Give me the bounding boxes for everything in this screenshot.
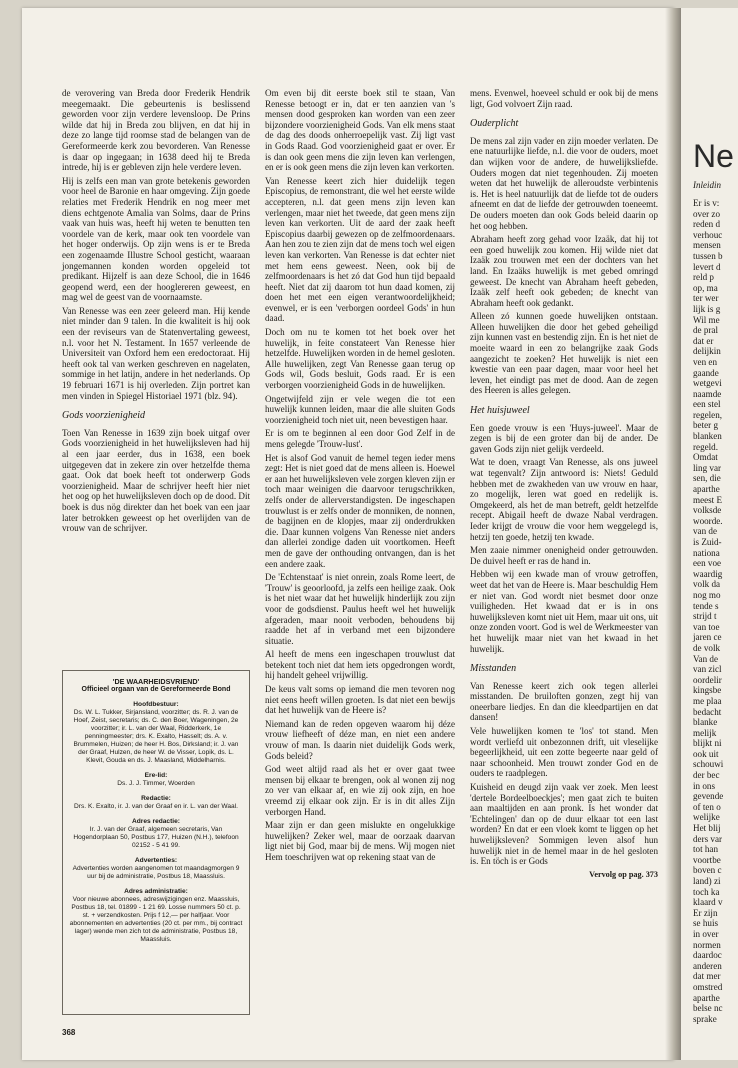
- cropped-line: van zicl: [693, 664, 722, 675]
- cropped-line: woorde.: [693, 515, 723, 526]
- paragraph: Hebben wij een kwade man of vrouw getroffen, weet dat het van de Heere is. Maar beschuldig Hem er niet van. God wordt niet besmet door onze vuiligheden. Het kwaad dat er is in ons huwelijksleven komt niet uit Hem, maar uit ons, uit onze zonden voort. God is wel de Werkmeester van het huwelijk maar niet van het kwaad in het huwelijk.: [470, 569, 658, 654]
- cropped-line: delijkin: [693, 346, 721, 357]
- colophon-text: Voor nieuwe abonnees, adreswijzigingen enz. Maassluis, Postbus 18, tel. 01899 - 1 21 69. Losse nummers 50 ct. p. st. + verzendkosten. Prijs f 12,— per halfjaar. Voor abonnementen en advertenties (20 ct. per mm., bij contract lager) wende men zich tot de administratie, Postbus 18, Maassluis.: [69, 896, 243, 943]
- cropped-line: daardoc: [693, 950, 722, 961]
- section-heading: Ouderplicht: [470, 118, 519, 130]
- paragraph: Maar zijn er dan geen mislukte en ongelukkige huwelijken? Zeker wel, maar de oorzaak daarvan ligt niet bij God, maar bij de mens. Wij mogen niet Hem toeschrijven wat op rekening staat van de: [265, 820, 455, 862]
- cropped-line: in ons: [693, 780, 715, 791]
- cropped-line: aparthe: [693, 484, 720, 495]
- cropped-line: verhouc: [693, 229, 723, 240]
- column-1: [62, 88, 250, 537]
- cropped-line: Van de: [693, 653, 718, 664]
- cropped-line: tende s: [693, 600, 719, 611]
- colophon-box: [62, 670, 250, 1015]
- cropped-line: mensen: [693, 240, 721, 251]
- cropped-line: reld p: [693, 272, 714, 283]
- paragraph: Om even bij dit eerste boek stil te staan, Van Renesse betoogt er in, dat er ten aanzien van 's mensen dood gesproken kan worden van een zeer bijzondere voorzienigheid Gods. Van elk mens staat de dag des doods onherroepelijk vast. Zij ligt vast in Gods Raad. God voorzienigheid gaat er over. Er is dan ook geen mens die zijn leven kan verlengen, en er is ook geen mens die zijn leven kan verkorten.: [265, 88, 455, 173]
- cropped-line: levert d: [693, 261, 721, 272]
- paragraph: Een goede vrouw is een 'Huys-juweel'. Maar de zegen is bij de een groter dan bij de ander. De gaven Gods zijn niet gelijk verdeeld.: [470, 422, 658, 454]
- column-2: [265, 88, 455, 866]
- cropped-line: toch ka: [693, 886, 720, 897]
- paragraph: Niemand kan de reden opgeven waarom hij déze vrouw liefheeft of déze man, en niet een andere vrouw of man. Is daarin niet duidelijk Gods werk, Gods beleid?: [265, 718, 455, 761]
- cropped-line: welijke: [693, 812, 720, 823]
- paragraph: mens. Evenwel, hoeveel schuld er ook bij de mens ligt, God volvoert Zijn raad.: [470, 88, 658, 109]
- paragraph: Van Renesse keert zich ook tegen allerlei misstanden. De bruiloften gonzen, zegt hij van oneerbare liedjes. En dan die kleedpartijen en dat dansen!: [470, 680, 658, 723]
- paragraph: Hij is zelfs een man van grote betekenis geworden voor heel de Baronie en haar omgeving. Zijn goede relaties met Frederik Hendrik en nog meer met diens echtgenote Amalia van Solms, daar de Prins vaak van huis was, heeft hij weten te benutten ten voordele van de kerk, maar ook ten voordele van het hoger onderwijs. Op zijn wens is er te Breda een zogenaamde Illustre School gesticht, waaraan jongemannen konden worden opgeleid tot predikant. Hijzelf is aan deze School, die in 1646 geopend werd, een der hooglereren geweest, en mag wel de geest van de voornaamste.: [62, 175, 250, 303]
- cropped-line: blanken: [693, 431, 722, 442]
- cropped-line: oordelir: [693, 674, 722, 685]
- cropped-line: normen: [693, 939, 721, 950]
- cropped-line: dat mer: [693, 971, 721, 982]
- section-heading: Gods voorzienigheid: [62, 410, 146, 422]
- cropped-line: volk da: [693, 579, 721, 590]
- colophon-text: Advertenties worden aangenomen tot maandagmorgen 9 uur bij de administratie, Postbus 18, Maassluis.: [72, 865, 240, 880]
- colophon-heading: Redactie:: [141, 795, 171, 802]
- paragraph: Abraham heeft zorg gehad voor Izaäk, dat hij tot een goed huwelijk zou komen. Hij wilde niet dat Izaäk zou trouwen met een der dochters van het land. En Izaäks huwelijk is met gebed omringd geweest. De knecht van Abraham heeft gebeden, Izaäk zelf heeft ook gebeden; de knecht van Abraham heeft ook gedankt.: [470, 234, 658, 308]
- cropped-line: Wil me: [693, 314, 720, 325]
- colophon-heading: Advertenties:: [134, 857, 178, 864]
- continued-note: Vervolg op pag. 373: [589, 869, 658, 879]
- cropped-line: gaande: [693, 367, 719, 378]
- right-page-column: [693, 198, 738, 1024]
- cropped-line: sen, die: [693, 473, 721, 484]
- cropped-line: dat er: [693, 335, 714, 346]
- cropped-line: de volk: [693, 642, 721, 653]
- cropped-line: der bec: [693, 770, 720, 781]
- paragraph: Er is om te beginnen al een door God Zelf in de mens gelegde 'Trouw-lust'.: [265, 428, 455, 449]
- cropped-line: anderen: [693, 960, 722, 971]
- cropped-line: over zo: [693, 208, 721, 219]
- paragraph: Van Renesse keert zich hier duidelijk tegen Episcopius, de remonstrant, die wel het eerste wilde accepteren, n.l. dat geen mens zijn leven kan verlengen, maar niet het tweede, dat geen mens zijn leven kan verkorten. Uit de aard der zaak heeft Episcopius daarbij gewezen op de zelfmoordenaars. Aan hen zou te zien zijn dat de mens toch wel eigen leven kan verkorten. Van Renesse is dat echter niet met hem eens geweest. Neen, ook bij de zelfmoordenaars is het zó dat God hun tijd bepaald heeft. Niet dat zij daarom tot hun daad komen, zij doen het met een eigen verantwoordelijkheid; evenwel, er is een 'verborgen oordeel Gods' in hun daad.: [265, 175, 455, 324]
- paragraph: De keus valt soms op iemand die men tevoren nog niet eens heeft willen groeten. Is dat niet een bewijs dat het huwelijk van de Heere is?: [265, 684, 455, 716]
- cropped-line: omstred: [693, 981, 723, 992]
- cropped-line: meest E: [693, 494, 723, 505]
- cropped-line: de pral: [693, 325, 718, 336]
- paragraph: Vele huwelijken komen te 'los' tot stand. Men wordt verliefd uit onbezonnen drift, uit vleselijke begeerlijkheid, uit een zotte begeerte naar geld of naar schoonheid. Men trouwt zonder God en de ouders te raadplegen.: [470, 726, 658, 779]
- colophon-heading: Hoofdbestuur:: [133, 701, 179, 708]
- cropped-line: van toe: [693, 621, 720, 632]
- cropped-line: me plaa: [693, 695, 722, 706]
- cropped-line: boven c: [693, 865, 722, 876]
- cropped-line: reden d: [693, 219, 721, 230]
- cropped-line: blijkt ni: [693, 738, 722, 749]
- cropped-line: jaren ce: [693, 632, 722, 643]
- page-gutter: [665, 8, 681, 1060]
- cropped-line: ling var: [693, 462, 722, 473]
- cropped-line: regelen,: [693, 409, 723, 420]
- paragraph: Ongetwijfeld zijn er vele wegen die tot een huwelijk kunnen leiden, maar die alle sluiten Gods voorzienigheid toch niet uit, neen bevestigen haar.: [265, 393, 455, 425]
- colophon-text: Drs. K. Exalto, ir. J. van der Graaf en ir. L. van der Waal.: [74, 803, 238, 810]
- cropped-line: in over: [693, 928, 719, 939]
- page-number: 368: [62, 1028, 76, 1037]
- cropped-line: aparthe: [693, 992, 720, 1003]
- colophon-title: 'DE WAARHEIDSVRIEND': [112, 677, 200, 686]
- cropped-line: regeld.: [693, 441, 718, 452]
- cropped-line: klaard v: [693, 897, 723, 908]
- cropped-line: Er is v:: [693, 198, 720, 208]
- cropped-line: tussen b: [693, 250, 723, 261]
- cropped-line: beter g: [693, 420, 718, 431]
- cropped-line: wetgevi: [693, 378, 722, 389]
- cropped-line: nationa: [693, 547, 720, 558]
- cropped-line: ven en: [693, 356, 717, 367]
- cropped-line: is Zuid-: [693, 537, 722, 547]
- colophon-subtitle: Officieel orgaan van de Gereformeerde Bond: [81, 686, 231, 693]
- cropped-line: ders var: [693, 833, 723, 844]
- paragraph: Alleen zó kunnen goede huwelijken ontstaan. Alleen huwelijken die door het gebed geheiligd zijn kunnen vast en bestendig zijn. En is het niet de moeite waard in een zo belangrijke zaak Gods aangezicht te zoeken? Het huwelijk is niet een kwestie van een paar dagen, maar voor heel het leven, het eindigt pas met de dood. Aan de zegen des Heeren is alles gelegen.: [470, 311, 658, 396]
- cropped-line: een voe: [693, 558, 722, 569]
- cropped-line: lijk is g: [693, 303, 721, 314]
- cropped-line: op, ma: [693, 282, 718, 293]
- section-heading: Misstanden: [470, 663, 517, 675]
- cropped-line: blanke: [693, 717, 718, 728]
- cropped-line: waardig: [693, 568, 723, 579]
- section-heading: Het huisjuweel: [470, 405, 530, 417]
- paragraph: Wat te doen, vraagt Van Renesse, als ons juweel wat tegenvalt? Zijn antwoord is: Niets! Geduld hebben met de zwakheden van uw vrouw en haar, zo mogelijk, leren wat goed en redelijk is. Omgekeerd, als het de man betreft, geldt hetzelfde recept. Abigail heeft de dwaze Nabal verdragen. Ieder krijgt de vrouw die voor hem weggelegd is, hetzij ten goede, hetzij ten kwade.: [470, 457, 658, 542]
- cropped-line: kingsbe: [693, 685, 722, 696]
- paragraph: God weet altijd raad als het er over gaat twee mensen bij elkaar te brengen, ook al wonen zij nog zo ver van elkaar af, en wie zij ook zijn, en hoe vreemd zij elkaar ook zijn. Er is in dit alles Zijn verborgen Hand.: [265, 764, 455, 817]
- cropped-line: melijk: [693, 727, 717, 738]
- cropped-line: naamde: [693, 388, 722, 399]
- cropped-line: schouwi: [693, 759, 724, 770]
- right-page: [681, 8, 738, 1060]
- paragraph: De mens zal zijn vader en zijn moeder verlaten. De ene natuurlijke liefde, n.l. die voor de ouders, moet dan wijken voor de andere, de huwelijksliefde. Ouders mogen dat niet tegenhouden. Zij moeten weten dat het huwelijk de alleroudste verbintenis is. Het is heel natuurlijk dat de liefde tot de ouders afneemt en dat de liefde der getrouwden toeneemt. De ouders moeten dan ook Gods beleid daarin op het oog hebben.: [470, 135, 658, 231]
- paragraph: Toen Van Renesse in 1639 zijn boek uitgaf over Gods voorzienigheid in het huwelijksleven had hij al een jaar eerder, dus in 1638, een boek uitgegeven dat in zekere zin over hetzelfde thema gaat. Ook dat boek heeft tot onderwerp Gods voorzienigheid. Maar de schrijver heeft hier niet het oog op het huwelijksleven doch op de dood. Dit boek is dus nög direkter dan het boek van een jaar later betrokken geweest op het overlijden van de vrouw van de schrijver.: [62, 427, 250, 534]
- paragraph: Men zaaie nimmer onenigheid onder getrouwden. De duivel heeft er ras de hand in.: [470, 545, 658, 566]
- paragraph: Al heeft de mens een ingeschapen trouwlust dat betekent toch niet dat hem iets opgedrongen wordt, hij handelt geheel vrijwillig.: [265, 649, 455, 681]
- colophon-text: Ir. J. van der Graaf, algemeen secretaris, Van Hogendorplaan 50, Postbus 177, Huizen (N.H.), telefoon 02152 - 5 41 99.: [73, 826, 239, 849]
- cropped-line: Er zijn: [693, 907, 718, 918]
- cropped-line: Het blij: [693, 823, 721, 834]
- cropped-line: gevende: [693, 791, 724, 802]
- cropped-line: nog mo: [693, 589, 721, 600]
- cropped-line: bedacht: [693, 706, 722, 717]
- colophon-heading: Ere-lid:: [144, 772, 168, 779]
- cropped-line: van de: [693, 526, 717, 537]
- paragraph: Kuisheid en deugd zijn vaak ver zoek. Men leest 'dertele Bordeelboeckjes'; men gaat zich te buiten aan maaltijden en aan pronk. Is het wonder dat 'Echtelingen' dan op de duur elkaar tot een last worden? En dat er een vloek komt te liggen op het huwelijksleven? Sommigen leven alsof hun huwelijk niet in de hemel maar in de hel gesloten is. En töch is er Gods: [470, 782, 658, 867]
- paragraph: de verovering van Breda door Frederik Hendrik meegemaakt. Die gebeurtenis is beslissend geworden voor zijn verdere levensloop. De Prins wilde dat hij in Breda zou blijven, en dat hij in deze zo lange tijd roomse stad de belangen van de Gereformeerde kerk zou bevorderen. Van Renesse is daar op ingegaan; in 1638 deed hij te Breda intrede, hij is er gebleven zijn hele verdere leven.: [62, 88, 250, 173]
- paragraph: Doch om nu te komen tot het boek over het huwelijk, in feite constateert Van Renesse hier hetzelfde. Huwelijken worden in de hemel gesloten. Alle huwelijken, zegt Van Renesse gaan terug op Gods wil, Gods besluit, Gods raad. Er is een verborgen voorzienigheid Gods in de huwelijken.: [265, 327, 455, 391]
- paragraph: Van Renesse was een zeer geleerd man. Hij kende niet minder dan 9 talen. In die kwaliteit is hij ook een der reviseurs van de Statenvertaling geweest, n.l. voor het N. Testament. In 1657 verleende de Universiteit van Oxford hem een eredoctoraat. Hij heeft ook tal van werken geschreven en nagelaten, sommige in het latijn, andere in het nederlands. Op 19 februari 1671 is hij overleden. Zijn portret kan men vinden in Spiegel Historiael 1971 (blz. 94).: [62, 305, 250, 401]
- cropped-line: een stel: [693, 399, 721, 410]
- colophon-text: Ds. W. L. Tukker, Sirjansland, voorzitter; ds. R. J. van de Hoef, Zeist, secretaris; ds. C. den Boer, Wageningen, 2e voorzitter; ir. L. van der Waal, Ridderkerk, 1e penningmeester; drs. K. Exalto, Hasselt; ds. A. v. Brummelen, Huizen; de heer H. Bos, Dirksland; ir. J. van der Graaf, Hulzen, de heer W. de Visser, Lopik, ds. L. Klevit, Gouda en ds. J. Maasland, Middelharnis.: [73, 709, 239, 764]
- cropped-line: ook uit: [693, 748, 719, 759]
- cropped-line: sprake: [693, 1013, 717, 1024]
- colophon-text: Ds. J. J. Timmer, Woerden: [117, 780, 195, 787]
- column-3: [470, 88, 658, 880]
- cropped-line: strijd t: [693, 611, 717, 622]
- cropped-line: voortbe: [693, 854, 721, 865]
- cropped-line: belse nc: [693, 1003, 723, 1014]
- cropped-line: volksde: [693, 505, 722, 516]
- cropped-line: ter wer: [693, 293, 719, 304]
- paragraph: Het is alsof God vanuit de hemel tegen ieder mens zegt: Het is niet goed dat de mens alleen is. Hoewel er aan het huwelijksleven vele zorgen kleven zijn er toch maar weinigen die daarvoor terugschrikken, zelfs onder de allerverstandigsten. De ingeschapen trouwlust is er zelfs onder de monniken, de nonnen, de bagijnen en de klopjes, maar zij onderdrukken die. Daar kunnen volgens Van Renesse niet anders dan allerlei zondige daden uit voortkomen. Heeft men de gave der onthouding ontvangen, dan is het een andere zaak.: [265, 452, 455, 569]
- colophon-heading: Adres redactie:: [131, 818, 180, 825]
- cropped-line: of ten o: [693, 801, 721, 812]
- cropped-line: land) zi: [693, 876, 721, 886]
- paragraph: De 'Echtenstaat' is niet onrein, zoals Rome leert, de 'Trouw' is geoorloofd, ja zelfs een heilige zaak. Ook is het niet waar dat het huwelijk hinderlijk zou zijn voor de godsdienst. Paulus heeft wel het huwelijk afgeraden, maar nooit verboden, behoudens bij raadde het af in verband met een bijzondere situatie.: [265, 572, 455, 646]
- right-page-title: Ne: [693, 138, 734, 174]
- colophon-heading: Adres administratie:: [124, 888, 188, 895]
- cropped-line: se huis: [693, 918, 719, 929]
- cropped-line: tot han: [693, 844, 719, 855]
- right-page-subtitle: Inleidin: [693, 180, 721, 190]
- cropped-line: Omdat: [693, 452, 718, 463]
